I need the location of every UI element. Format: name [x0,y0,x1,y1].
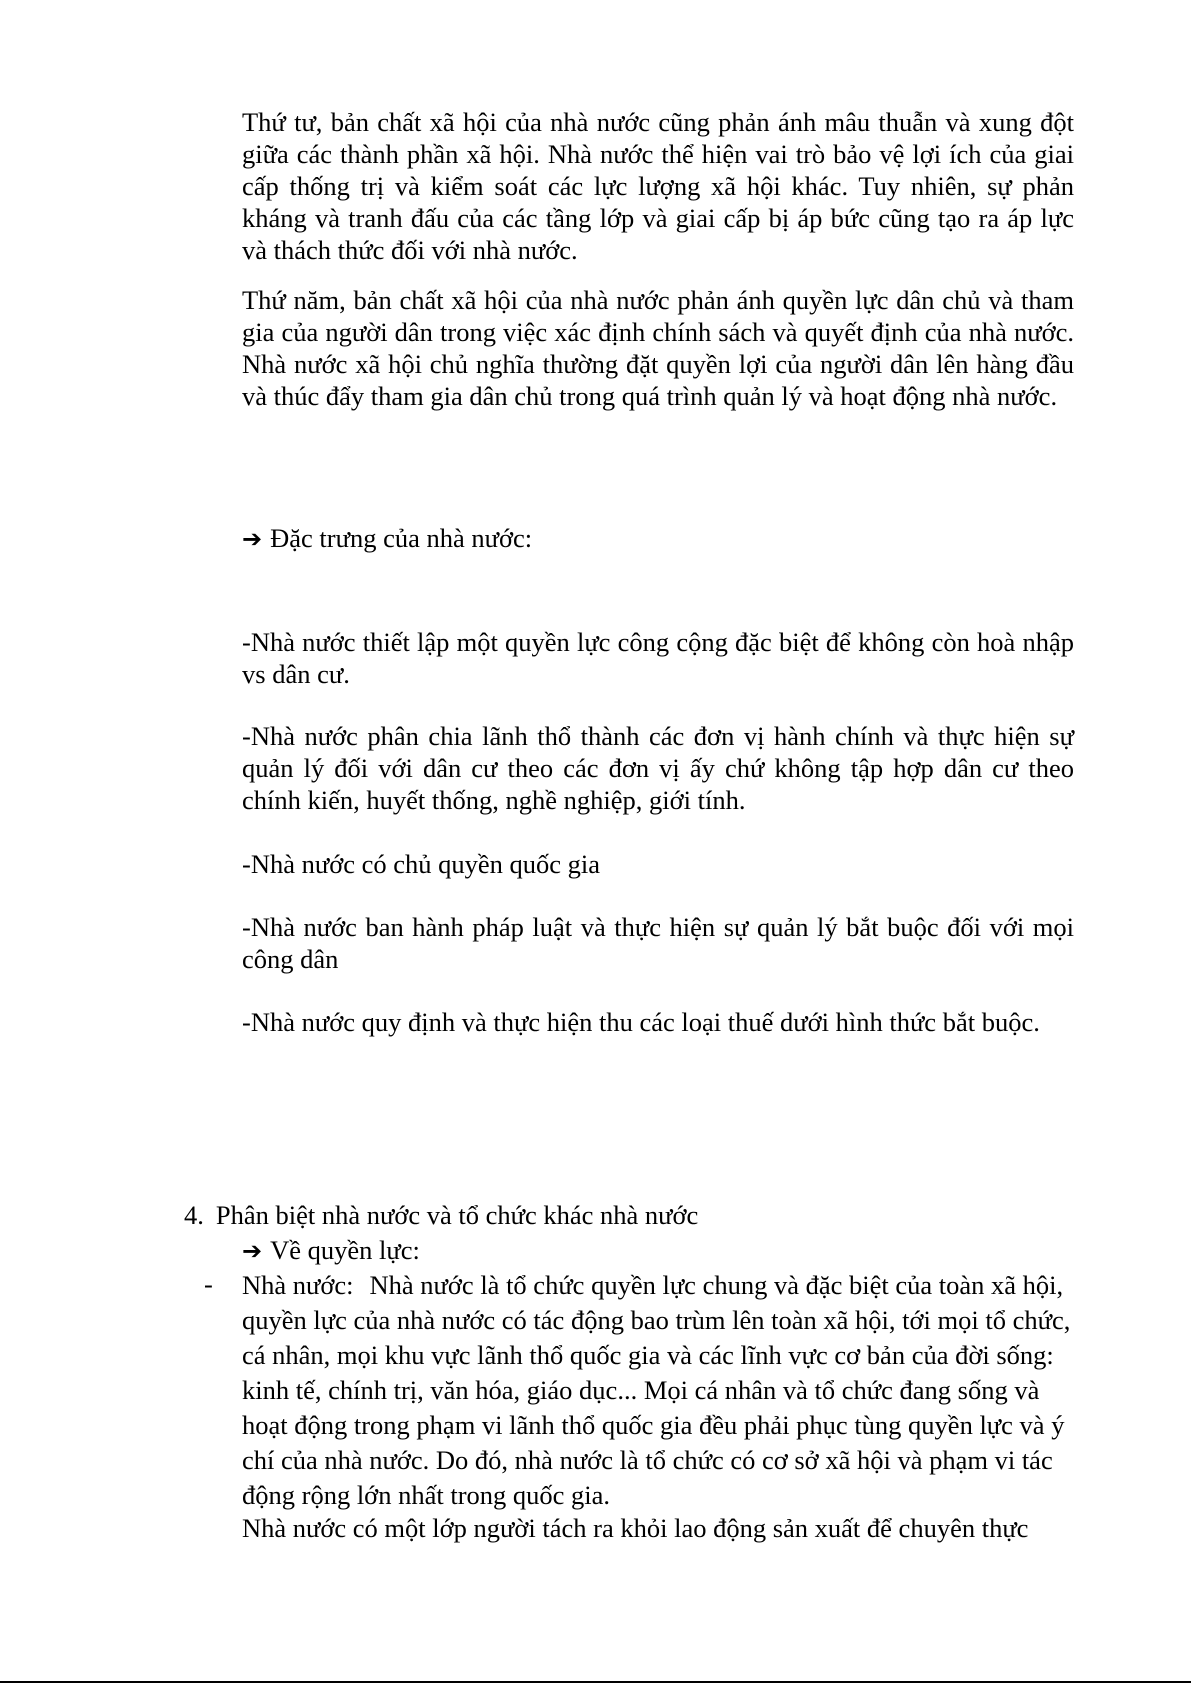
paragraph-thu-tu: Thứ tư, bản chất xã hội của nhà nước cũng phản ánh mâu thuẫn và xung đột giữa các thành phần xã hội. Nhà nước thể hiện vai trò bảo vệ lợi ích của giai cấp thống trị và kiểm soát các lực lượng xã hội khác. Tuy nhiên, sự phản kháng và tranh đấu của các tầng lớp và giai cấp bị áp bức cũng tạo ra áp lực và thách thức đối với nhà nước. [242,107,1074,265]
bullet-text: Nhà nước là tổ chức quyền lực chung và đặc biệt của toàn xã hội, quyền lực của nhà nước có tác động bao trùm lên toàn xã hội, tới mọi tổ chức, cá nhân, mọi khu vực lãnh thổ quốc gia và các lĩnh vực cơ bản của đời sống: kinh tế, chính trị, văn hóa, giáo dục... Mọi cá nhân và tổ chức đang sống và hoạt động trong phạm vi lãnh thổ quốc gia đều phải phục tùng quyền lực và ý chí của nhà nước. Do đó, nhà nước là tổ chức có cơ sở xã hội và phạm vi tác động rộng lớn nhất trong quốc gia. [242,1270,1071,1510]
power-subheading: Về quyền lực: [270,1235,420,1265]
characteristic-item: -Nhà nước quy định và thực hiện thu các loại thuế dưới hình thức bắt buộc. [242,1007,1040,1037]
continuation-line: Nhà nước có một lớp người tách ra khỏi lao động sản xuất để chuyên thực [242,1513,1029,1543]
characteristic-item: -Nhà nước ban hành pháp luật và thực hiện sự quản lý bắt buộc đối với mọi công dân [242,912,1074,974]
characteristic-item: -Nhà nước có chủ quyền quốc gia [242,849,601,879]
characteristics-heading-line [242,522,532,555]
characteristic-item: -Nhà nước thiết lập một quyền lực công cộng đặc biệt để không còn hoà nhập vs dân cư. [242,627,1074,689]
power-subheading-line [242,1234,420,1267]
section-title: Phân biệt nhà nước và tổ chức khác nhà nước [215,1200,699,1230]
page-bottom-rule [0,1681,1191,1683]
paragraph-thu-nam: Thứ năm, bản chất xã hội của nhà nước phản ánh quyền lực dân chủ và tham gia của người dân trong việc xác định chính sách và quyết định của nhà nước. Nhà nước xã hội chủ nghĩa thường đặt quyền lợi của người dân lên hàng đầu và thúc đẩy tham gia dân chủ trong quá trình quản lý và hoạt động nhà nước. [242,285,1074,411]
arrow-right-icon: ➔ [242,525,263,553]
section-number: 4. [184,1200,204,1230]
bullet-marker: - [204,1269,213,1299]
section-4-heading [184,1199,698,1231]
state-power-paragraph [242,1268,1074,1513]
arrow-right-icon: ➔ [242,1237,263,1265]
characteristic-item: -Nhà nước phân chia lãnh thổ thành các đơn vị hành chính và thực hiện sự quản lý đối với dân cư theo các đơn vị ấy chứ không tập hợp dân cư theo chính kiến, huyết thống, nghề nghiệp, giới tính. [242,721,1074,815]
characteristics-heading: Đặc trưng của nhà nước: [270,523,533,553]
bullet-label: Nhà nước: [242,1270,354,1300]
